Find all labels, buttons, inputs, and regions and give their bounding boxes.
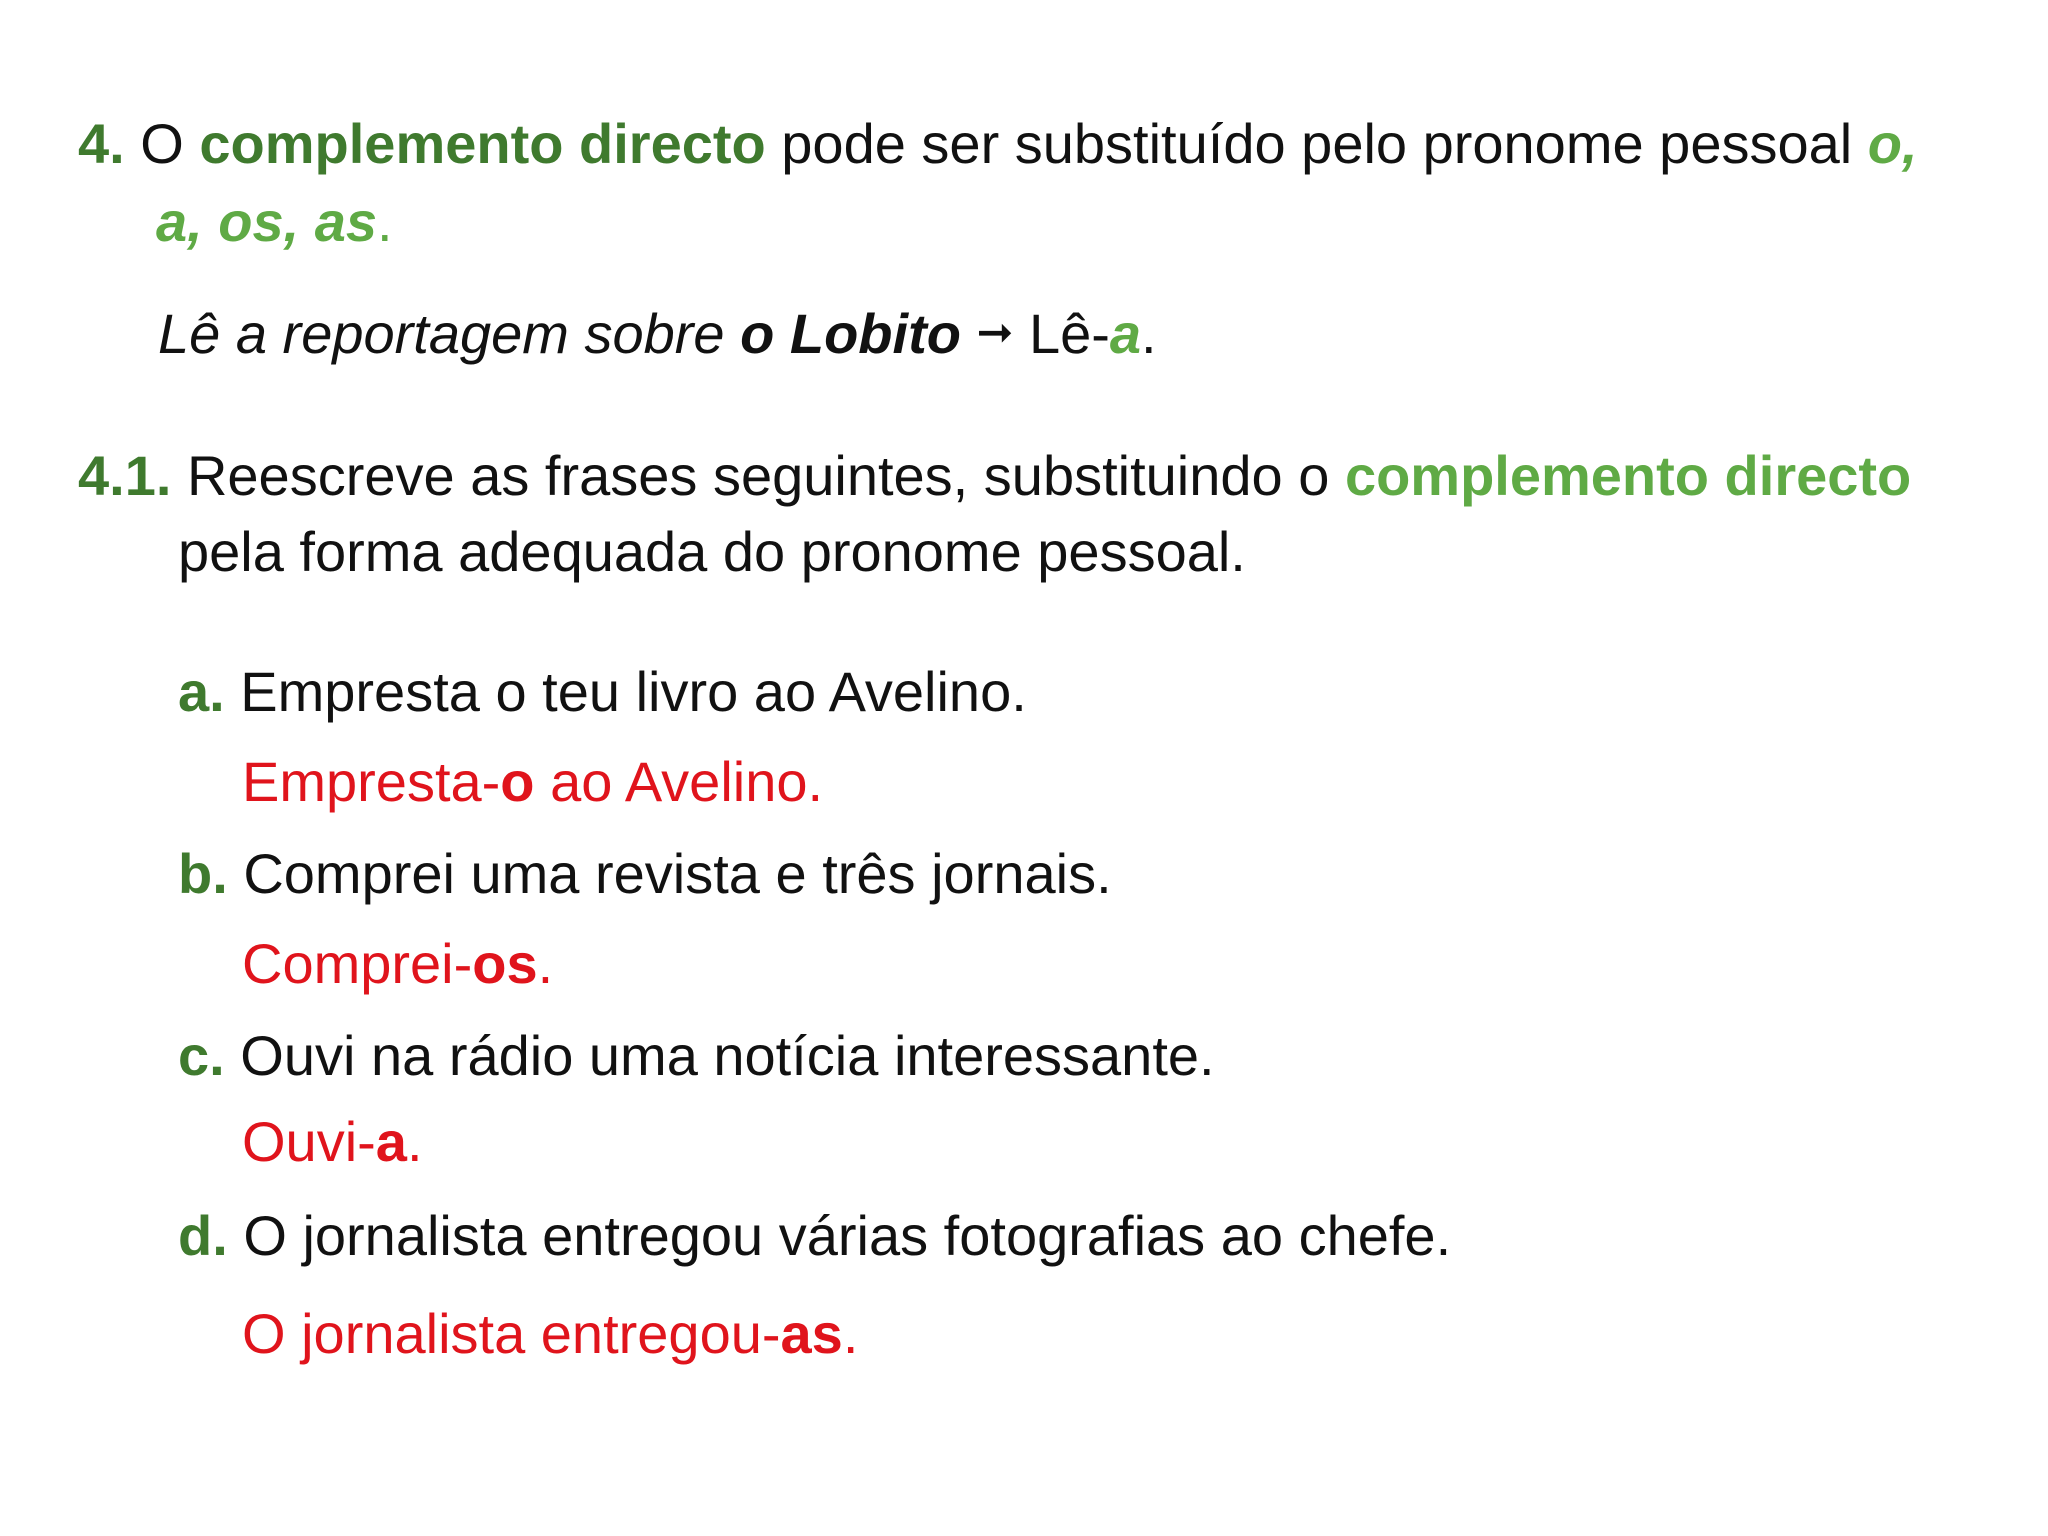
item-a-answer-after: ao Avelino. [534,750,824,813]
example-result-pronoun: a [1109,302,1142,365]
item-b-answer-before: Comprei- [242,932,473,995]
item-c-answer-pronoun: a [375,1110,407,1173]
item-d-answer-before: O jornalista entregou- [242,1302,781,1365]
example-result-after: . [1141,302,1157,365]
section-4-term: complemento directo [199,112,766,175]
section-4-line-1 [78,112,1918,175]
section-41-term: complemento directo [1344,444,1912,507]
item-a-sentence: Empresta o teu livro ao Avelino. [240,660,1027,723]
item-b-sentence: Comprei uma revista e três jornais. [243,842,1112,905]
section-41-line-2: pela forma adequada do pronome pessoal. [178,520,1246,583]
item-a-answer-pronoun: o [500,750,535,813]
example-result [1029,302,1157,365]
item-d-sentence: O jornalista entregou várias fotografias ao chefe. [243,1204,1452,1267]
section-4-line-2 [156,190,393,253]
item-c-letter: c. [178,1024,225,1087]
item-a-answer [242,750,824,813]
example-sentence: Lê a reportagem sobre [158,302,725,365]
item-d-sentence-line [178,1204,1452,1267]
section-4-text-before: O [140,112,184,175]
item-a-sentence-line [178,660,1027,723]
item-c-sentence-line [178,1024,1215,1087]
item-c-sentence: Ouvi na rádio uma notícia interessante. [240,1024,1215,1087]
example-result-before: Lê- [1028,302,1110,365]
item-b-answer-after: . [537,932,554,995]
item-b-answer-pronoun: os [472,932,538,995]
item-a-letter: a. [178,660,225,723]
item-b-letter: b. [178,842,228,905]
item-d-letter: d. [178,1204,228,1267]
section-4-text-after: pode ser substituído pelo pronome pessoal [781,112,1853,175]
example-object: o Lobito [740,302,961,365]
item-c-answer [242,1110,423,1173]
section-41-line-1 [78,444,1912,507]
item-a-answer-before: Empresta- [242,750,501,813]
section-4-pronouns-rest: a, os, as [156,190,378,253]
section-4-number: 4. [78,112,125,175]
example-line [158,302,1157,365]
section-41-number: 4.1. [78,444,172,507]
section-4-pronoun-o: o, [1867,112,1918,175]
item-b-sentence-line [178,842,1112,905]
item-d-answer-pronoun: as [780,1302,843,1365]
item-b-answer [242,932,554,995]
item-d-answer [242,1302,859,1365]
arrow-icon: ➞ [976,308,1014,357]
section-41-text-before: Reescreve as frases seguintes, substituindo o [186,444,1330,507]
section-4-final-period: . [377,190,393,253]
item-d-answer-after: . [842,1302,859,1365]
item-c-answer-after: . [406,1110,423,1173]
item-c-answer-before: Ouvi- [242,1110,376,1173]
